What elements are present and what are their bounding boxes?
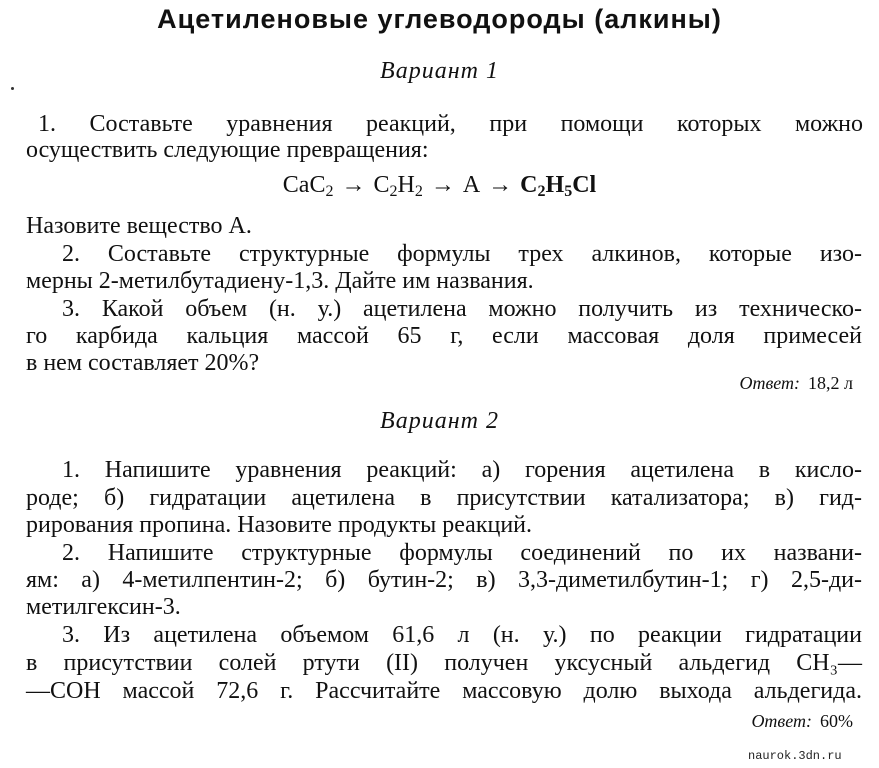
formula-substance-a: A bbox=[462, 172, 481, 198]
v2-answer bbox=[751, 710, 853, 732]
v2-task3-line-2: в присутствии солей ртути (II) получен уксусный альдегид CH₃— bbox=[26, 650, 862, 676]
formula-c2h2: $C_2H_2$ bbox=[373, 172, 423, 200]
page-title: Ацетиленовые углеводороды (алкины) bbox=[157, 4, 722, 34]
variant-1-heading: Вариант 1 bbox=[380, 58, 499, 84]
v1-task3-line-1: 3. Какой объем (н. у.) ацетилена можно получить из техническо- bbox=[62, 296, 862, 322]
formula-c2h5cl: $C_2H_5Cl$ bbox=[520, 172, 597, 200]
v2-task3-line-1: 3. Из ацетилена объемом 61,6 л (н. у.) по реакции гидратации bbox=[62, 622, 862, 648]
site-watermark: naurok.3dn.ru bbox=[748, 749, 842, 763]
v2-task2-line-1: 2. Напишите структурные формулы соединений по их названи- bbox=[62, 540, 862, 566]
arrow-icon: → bbox=[488, 172, 513, 198]
v2-task1-line-1: 1. Напишите уравнения реакций: а) горения ацетилена в кисло- bbox=[62, 457, 862, 483]
v2-task1-line-3: рирования пропина. Назовите продукты реакций. bbox=[26, 512, 533, 538]
arrow-icon: → bbox=[341, 172, 366, 198]
arrow-icon: → bbox=[430, 172, 455, 198]
answer-label: Ответ: bbox=[739, 373, 801, 393]
v1-task3-line-3: в нем составляет 20%? bbox=[26, 350, 260, 376]
v1-task3-line-2: го карбида кальция массой 65 г, если массовая доля примесей bbox=[26, 323, 862, 349]
v1-answer bbox=[739, 372, 853, 394]
answer-value: 60% bbox=[820, 711, 853, 731]
answer-value: 18,2 л bbox=[808, 373, 853, 393]
print-speck bbox=[11, 87, 14, 90]
v2-task2-line-2: ям: а) 4-метилпентин-2; б) бутин-2; в) 3,3-диметилбутин-1; г) 2,5-ди- bbox=[26, 567, 862, 593]
v2-task2-line-3: метилгексин-3. bbox=[26, 594, 181, 620]
variant-2-heading: Вариант 2 bbox=[380, 408, 499, 434]
v1-task1-line-1: 1. Составьте уравнения реакций, при помощи которых можно bbox=[38, 111, 863, 137]
v1-task1-line-2: осуществить следующие превращения: bbox=[26, 137, 429, 163]
formula-cac2: CaC$_2$ bbox=[282, 172, 334, 200]
v1-task2-line-2: мерны 2-метилбутадиену-1,3. Дайте им названия. bbox=[26, 268, 534, 294]
v1-task2-line-1: 2. Составьте структурные формулы трех алкинов, которые изо- bbox=[62, 241, 862, 267]
v1-reaction-formula bbox=[0, 171, 879, 199]
answer-label: Ответ: bbox=[751, 711, 812, 731]
v2-task1-line-2: роде; б) гидратации ацетилена в присутствии катализатора; в) гид- bbox=[26, 485, 862, 511]
v1-task1-after: Назовите вещество А. bbox=[26, 213, 252, 239]
v2-task3-line-3: —COH массой 72,6 г. Рассчитайте массовую долю выхода альдегида. bbox=[26, 678, 862, 704]
